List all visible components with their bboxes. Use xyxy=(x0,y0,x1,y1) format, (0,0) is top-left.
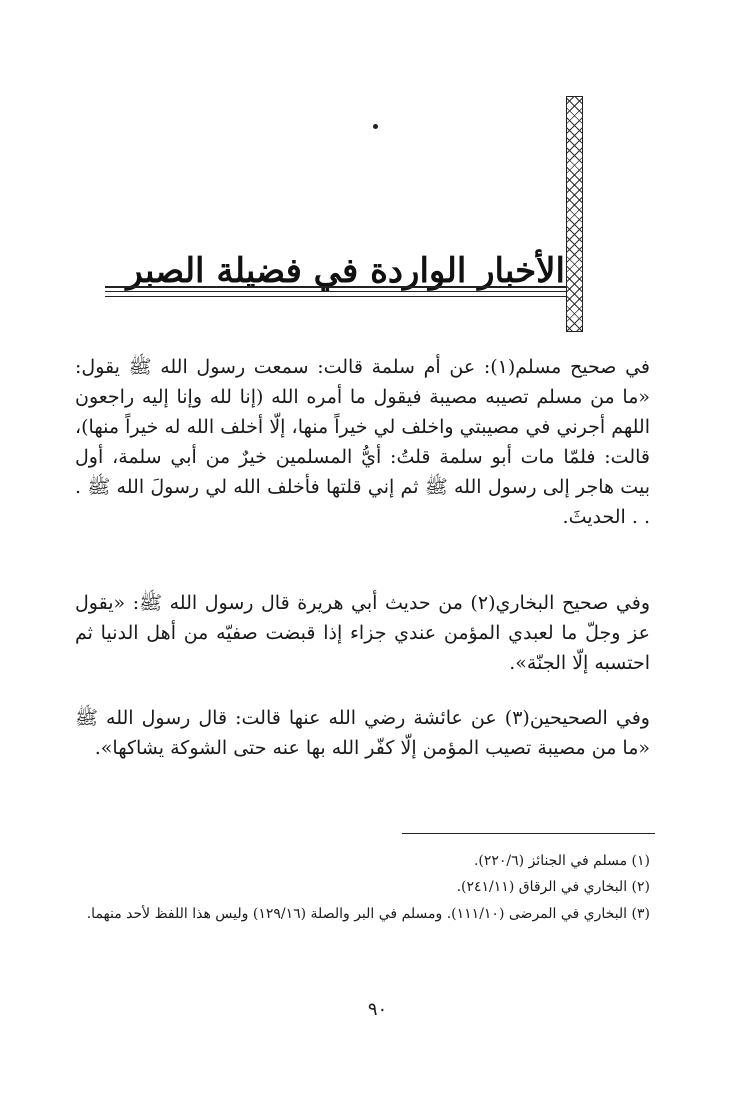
chapter-title: الأخبار الواردة في فضيلة الصبر xyxy=(126,250,565,291)
footnote-separator xyxy=(402,833,655,834)
ornament-dot xyxy=(373,124,378,129)
footnote-2: (٢) البخاري في الرقاق (٢٤١/١١). xyxy=(456,879,650,895)
footnote-1: (١) مسلم في الجنائز (٢٢٠/٦). xyxy=(473,853,650,869)
title-underline-top xyxy=(105,286,566,288)
paragraph-sahihayn-hadith: وفي الصحيحين(٣) عن عائشة رضي الله عنها قالت: قال رسول الله ﷺ «ما من مصيبة تصيب المؤمن إلّا كفّر الله بها عنه حتى الشوكة يشاكها». xyxy=(75,707,650,759)
paragraph-bukhari-hadith: وفي صحيح البخاري(٢) من حديث أبي هريرة قال رسول الله ﷺ: «يقول عز وجلّ ما لعبدي المؤمن عندي جزاء إذا قبضت صفيّه من أهل الدنيا ثم احتسبه إلّا الجنّة». xyxy=(75,592,650,674)
title-underline-middle xyxy=(105,291,566,292)
footnote-3: (٣) البخاري في المرضى (١١١/١٠). ومسلم في البر والصلة (١٢٩/١٦) وليس هذا اللفظ لأحد منهما. xyxy=(86,906,650,922)
title-underline-bottom xyxy=(105,296,566,297)
paragraph-muslim-hadith: في صحيح مسلم(١): عن أم سلمة قالت: سمعت رسول الله ﷺ يقول: «ما من مسلم تصيبه مصيبة فيقول ما أمره الله (إنا لله وإنا إليه راجعون اللهم أجرني في مصيبتي واخلف لي خيراً منها، إلّا أخلف الله له خيراً منها)، قالت: فلمّا مات أبو سلمة قلتُ: أيُّ المسلمين خيرٌ من أبي سلمة، أول بيت هاجر إلى رسول الله ﷺ ثم إني قلتها فأخلف الله لي رسولَ الله ﷺ . . . الحديثَ. xyxy=(75,356,650,528)
decorative-border-band xyxy=(566,96,583,332)
page-number: ٩٠ xyxy=(367,999,388,1020)
